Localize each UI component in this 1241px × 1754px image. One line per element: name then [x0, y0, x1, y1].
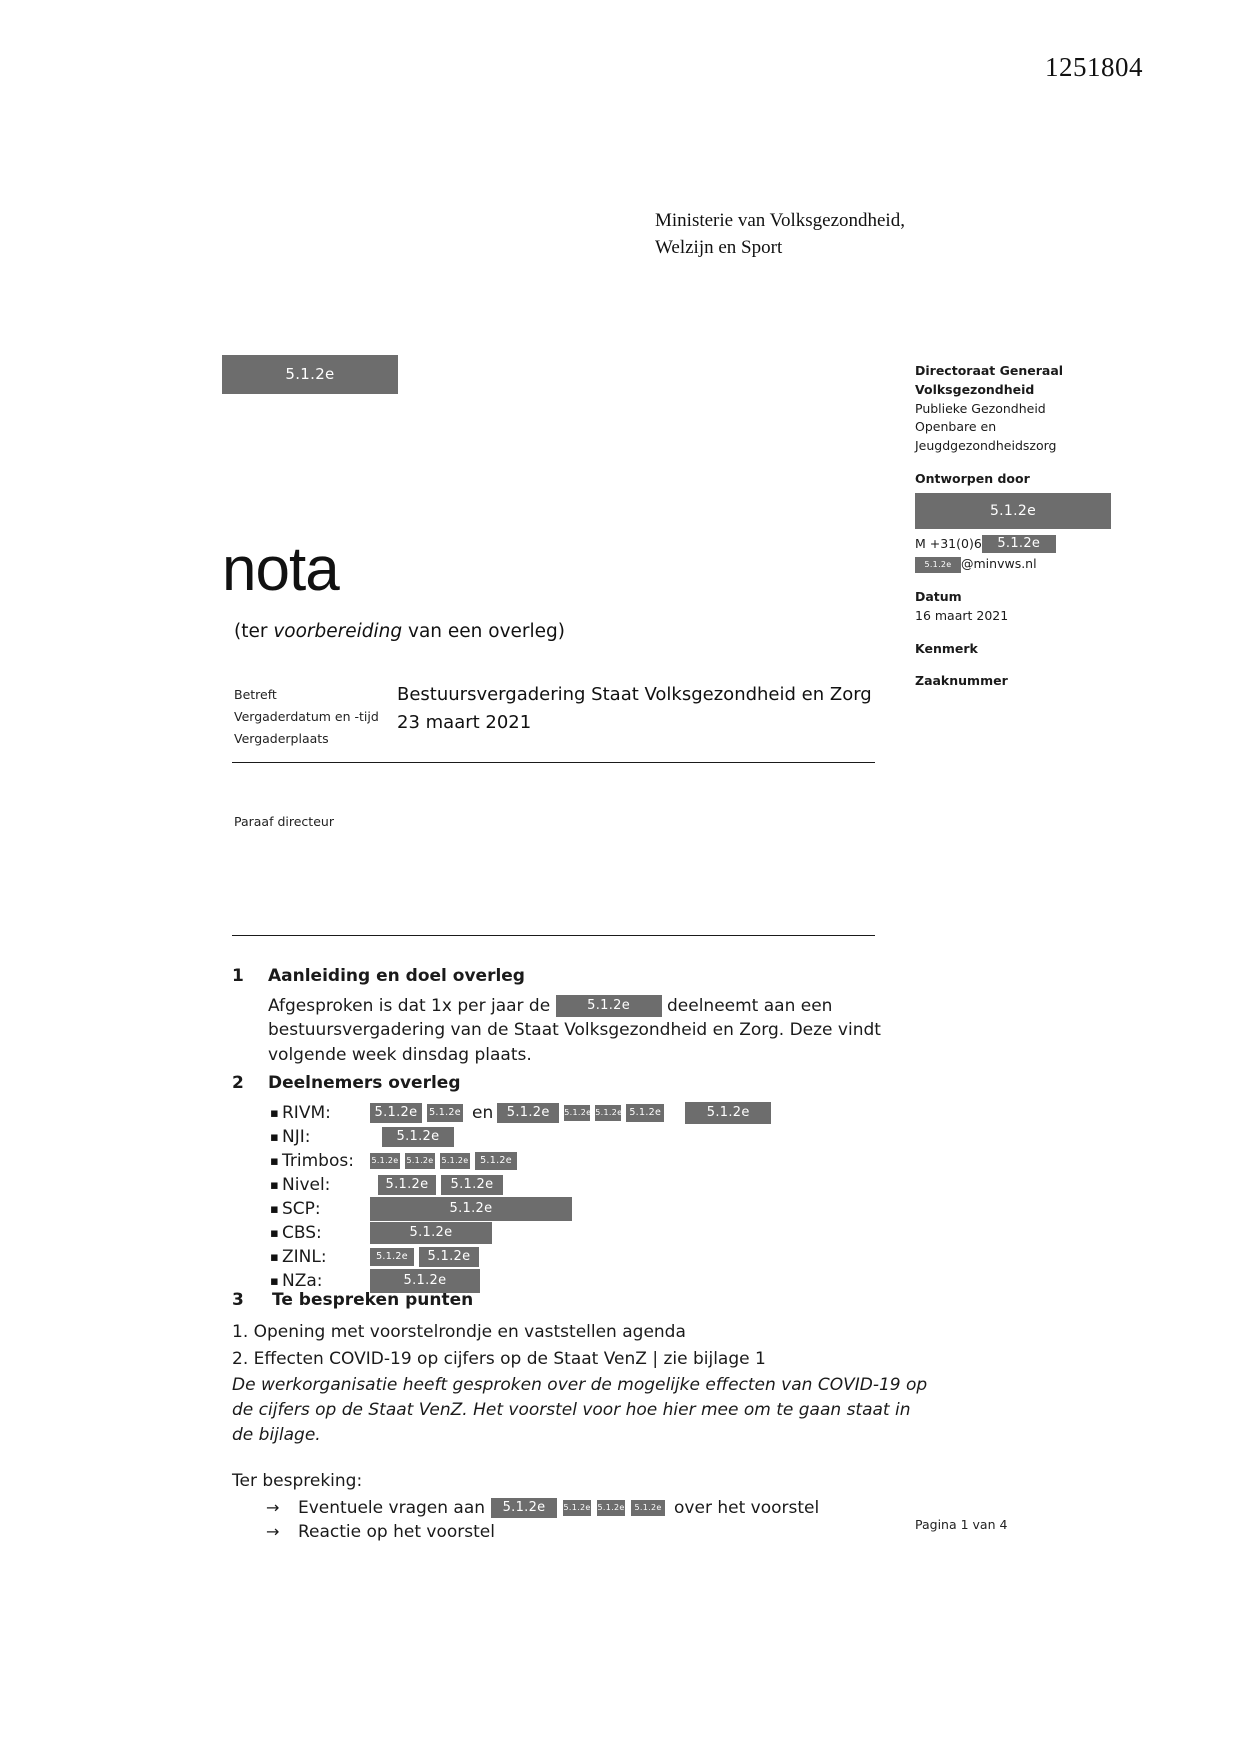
arrow-right-icon: →	[266, 1498, 280, 1518]
phone-prefix: M +31(0)6	[915, 535, 982, 551]
redaction-addressee: 5.1.2e	[222, 355, 398, 394]
redaction-participant: 5.1.2e	[378, 1175, 436, 1195]
email-domain: @minvws.nl	[961, 556, 1037, 572]
redaction-participant: 5.1.2e	[370, 1248, 414, 1266]
section-1-title: Aanleiding en doel overleg	[268, 966, 525, 986]
section-1-body	[268, 994, 958, 1067]
meta-label-vergaderplaats: Vergaderplaats	[234, 730, 329, 746]
bullet-icon: ▪	[270, 1249, 279, 1265]
redaction-phone: 5.1.2e	[982, 535, 1056, 553]
participant-name: RIVM:	[282, 1102, 331, 1123]
list-item	[270, 1173, 776, 1197]
redaction-participant: 5.1.2e	[370, 1269, 480, 1293]
info-column	[915, 362, 1175, 691]
section-1-text-b: deelneemt aan een bestuursvergadering van de Staat Volksgezondheid en Zorg. Deze vindt volgende week dinsdag plaats.	[268, 996, 881, 1065]
participant-name: CBS:	[282, 1222, 322, 1243]
dg-line-5: Jeugdgezondheidszorg	[915, 438, 1057, 453]
meta-value-betreft: Bestuursvergadering Staat Volksgezondheid en Zorg	[397, 684, 872, 705]
redaction-participant: 5.1.2e	[626, 1104, 664, 1122]
meta-values	[397, 681, 872, 737]
participant-name: Nivel:	[282, 1174, 331, 1195]
arrow-right-icon: →	[266, 1522, 280, 1542]
redaction-inline-s1: 5.1.2e	[556, 995, 662, 1017]
redaction-participant: 5.1.2e	[440, 1153, 470, 1169]
redaction-participant: 5.1.2e	[370, 1222, 492, 1244]
participant-name: ZINL:	[282, 1246, 327, 1267]
subtitle-text-pre: (ter	[234, 621, 274, 642]
dg-line-4: Openbare en	[915, 419, 997, 435]
participant-name: NZa:	[282, 1270, 323, 1291]
subtitle-text-post: van een overleg)	[402, 621, 566, 642]
bullet-icon: ▪	[270, 1273, 279, 1289]
kenmerk-label: Kenmerk	[915, 640, 978, 656]
dg-line-2: Volksgezondheid	[915, 381, 1035, 397]
list-item	[270, 1101, 776, 1125]
redaction-participant: 5.1.2e	[475, 1152, 517, 1170]
divider-top	[232, 762, 875, 763]
list-item	[270, 1125, 776, 1149]
ministry-line-2: Welzijn en Sport	[655, 236, 783, 258]
section-3-body	[232, 1320, 932, 1544]
redaction-participant: 5.1.2e	[370, 1103, 422, 1123]
redaction-ontworpen-door: 5.1.2e	[915, 493, 1111, 529]
redaction-participant: 5.1.2e	[595, 1105, 621, 1121]
redaction-participant: 5.1.2e	[419, 1247, 479, 1267]
bullet-icon: ▪	[270, 1201, 279, 1217]
redaction-participant: 5.1.2e	[441, 1175, 503, 1195]
agenda-italic-paragraph: De werkorganisatie heeft gesproken over de mogelijke effecten van COVID-19 op de cijfers op de Staat VenZ. Het voorstel voor hoe hier mee om te gaan staat in de bijlage.	[232, 1375, 928, 1445]
document-number: 1251804	[1045, 52, 1143, 82]
dg-line-1: Directoraat Generaal	[915, 363, 1064, 378]
list-item	[266, 1496, 932, 1520]
list-item	[270, 1149, 776, 1173]
page-title: nota	[222, 535, 339, 604]
redaction-inline-s3: 5.1.2e	[597, 1500, 625, 1516]
redaction-email: 5.1.2e	[915, 557, 961, 573]
discussion-point-1-post: over het voorstel	[674, 1497, 820, 1518]
redaction-inline-s3: 5.1.2e	[491, 1498, 557, 1518]
phone-row	[915, 535, 1175, 554]
zaaknummer-label: Zaaknummer	[915, 673, 1008, 689]
ontworpen-door-label: Ontworpen door	[915, 470, 1030, 486]
participant-name: SCP:	[282, 1198, 321, 1219]
meta-label-betreft: Betreft	[234, 687, 277, 702]
discussion-point-1-pre: Eventuele vragen aan	[298, 1497, 486, 1518]
redaction-participant: 5.1.2e	[370, 1197, 572, 1221]
redaction-inline-s3: 5.1.2e	[563, 1500, 591, 1516]
meta-value-vergaderdatum: 23 maart 2021	[397, 711, 532, 733]
redaction-participant: 5.1.2e	[685, 1102, 771, 1124]
agenda-item-1: 1. Opening met voorstelrondje en vaststellen agenda	[232, 1322, 686, 1342]
participant-name: Trimbos:	[282, 1150, 354, 1171]
redaction-participant: 5.1.2e	[564, 1105, 590, 1121]
bullet-icon: ▪	[270, 1129, 279, 1145]
meta-labels	[234, 684, 379, 750]
dg-line-3: Publieke Gezondheid	[915, 400, 1046, 416]
agenda-item-2: 2. Effecten COVID-19 op cijfers op de Staat VenZ | zie bijlage 1	[232, 1348, 766, 1369]
list-item	[266, 1520, 932, 1544]
datum-label: Datum	[915, 589, 962, 604]
conjunction-en: en	[472, 1102, 494, 1123]
bullet-icon: ▪	[270, 1177, 279, 1193]
subtitle-italic: voorbereiding	[273, 621, 403, 642]
meta-label-vergaderdatum: Vergaderdatum en -tijd	[234, 708, 379, 724]
datum-value: 16 maart 2021	[915, 607, 1009, 623]
redaction-inline-s3: 5.1.2e	[631, 1500, 665, 1516]
redaction-participant: 5.1.2e	[497, 1103, 559, 1123]
bullet-icon: ▪	[270, 1153, 279, 1169]
section-1-number: 1	[232, 966, 244, 986]
participants-list	[270, 1101, 776, 1293]
paraaf-label: Paraaf directeur	[234, 814, 334, 829]
divider-bottom	[232, 935, 875, 936]
ministry-line-1: Ministerie van Volksgezondheid,	[655, 210, 905, 231]
list-item	[270, 1197, 776, 1221]
redaction-participant: 5.1.2e	[427, 1104, 463, 1122]
section-2-title: Deelnemers overleg	[268, 1073, 461, 1093]
redaction-participant: 5.1.2e	[370, 1153, 400, 1169]
bullet-icon: ▪	[270, 1225, 279, 1241]
participant-name: NJI:	[282, 1126, 311, 1147]
discussion-points-list	[266, 1496, 932, 1544]
email-row	[915, 555, 1175, 574]
ter-bespreking-label: Ter bespreking:	[232, 1471, 363, 1492]
list-item	[270, 1221, 776, 1245]
section-3-number: 3	[232, 1290, 244, 1310]
discussion-point-2: Reactie op het voorstel	[298, 1521, 495, 1542]
section-1-text-a: Afgesproken is dat 1x per jaar de	[268, 996, 551, 1016]
redaction-participant: 5.1.2e	[382, 1127, 454, 1147]
section-2-number: 2	[232, 1073, 244, 1093]
bullet-icon: ▪	[270, 1105, 279, 1121]
redaction-participant: 5.1.2e	[405, 1153, 435, 1169]
ministry-header	[655, 208, 905, 262]
list-item	[270, 1245, 776, 1269]
page-subtitle	[234, 621, 565, 642]
page-footer: Pagina 1 van 4	[915, 1517, 1008, 1532]
section-3-title: Te bespreken punten	[272, 1290, 474, 1310]
